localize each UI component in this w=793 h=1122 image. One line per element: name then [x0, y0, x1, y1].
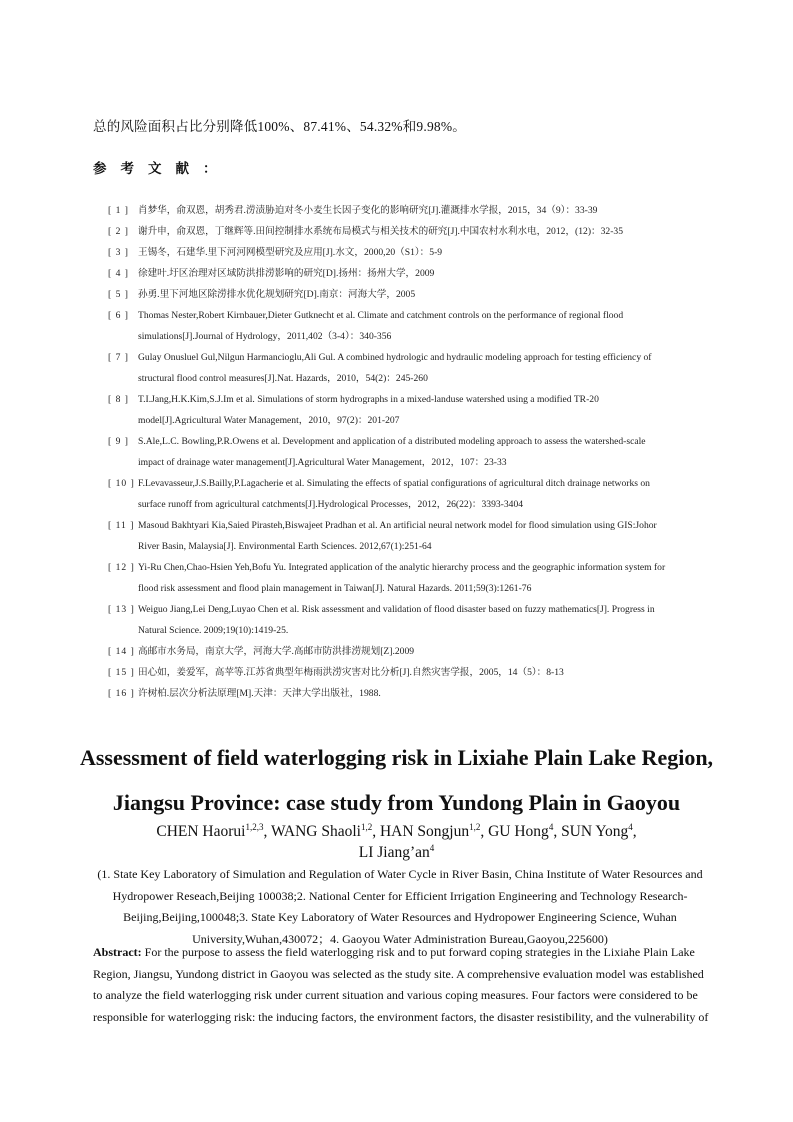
author-separator: , [553, 823, 562, 840]
reference-number: [ 14 ] [108, 646, 135, 657]
abstract-text: For the purpose to assess the field waterlogging risk and to put forward coping strategies in the Lixiahe Plain Lake [141, 945, 695, 959]
reference-text: 高邮市水务局，南京大学，河海大学.高邮市防洪排涝规划[Z].2009 [138, 646, 415, 657]
reference-text: Weiguo Jiang,Lei Deng,Luyao Chen et al. Risk assessment and validation of flood disaster based on fuzzy mathematics[J]. Progress in [138, 604, 655, 615]
abstract-text: Region, Jiangsu, Yundong district in Gaoyou was selected as the study site. A comprehensive evaluation model was established [93, 966, 704, 981]
reference-item [108, 431, 708, 473]
reference-item [108, 473, 708, 515]
abstract-text: responsible for waterlogging risk: the inducing factors, the environment factors, the disaster resistibility, and the vulnerability of [93, 1009, 709, 1024]
author-separator: , [632, 823, 637, 840]
reference-text: River Basin, Malaysia[J]. Environmental Earth Sciences. 2012,67(1):251-64 [138, 541, 432, 552]
reference-item [108, 221, 708, 242]
reference-number: [ 5 ] [108, 289, 129, 300]
abstract-line [93, 942, 713, 964]
reference-text: 许树柏.层次分析法原理[M].天津：天津大学出版社，1988. [138, 688, 381, 699]
reference-text: 谢升申，俞双恩，丁继辉等.田间控制排水系统布局模式与相关技术的研究[J].中国农村水利水电，2012，(12)：32-35 [138, 226, 624, 237]
reference-number: [ 4 ] [108, 268, 129, 279]
abstract-label: Abstract: [93, 945, 142, 959]
reference-item [108, 599, 708, 641]
reference-text: 孙勇.里下河地区除涝排水优化规划研究[D].南京：河海大学，2005 [138, 289, 416, 300]
reference-item [108, 683, 708, 704]
abstract-line [93, 964, 713, 986]
reference-item [108, 557, 708, 599]
reference-text: simulations[J].Journal of Hydrology，2011,402（3-4）：340-356 [138, 331, 392, 342]
reference-text: impact of drainage water management[J].Agricultural Water Management，2012，107：23-33 [138, 457, 507, 468]
reference-item [108, 347, 708, 389]
reference-item [108, 662, 708, 683]
reference-item [108, 263, 708, 284]
reference-item [108, 389, 708, 431]
reference-number: [ 12 ] [108, 562, 135, 573]
author-separator: , [372, 823, 380, 840]
author-affiliation-mark: 4 [628, 821, 633, 832]
author-affiliation-mark: 1,2 [360, 821, 373, 832]
author-affiliation-mark: 4 [429, 842, 435, 853]
abstract [93, 942, 713, 1028]
reference-number: [ 10 ] [108, 478, 135, 489]
reference-item [108, 305, 708, 347]
author-name: WANG Shaoli [270, 823, 361, 840]
affiliation-line: Beijing,Beijing,100048;3. State Key Laboratory of Water Resources and Hydropower Engineering Science, Wuhan [123, 910, 677, 924]
abstract-text: to analyze the field waterlogging risk under current situation and various coping measures. Four factors were considered to be [93, 988, 698, 1002]
author-affiliation-mark: 1,2,3 [245, 821, 264, 832]
abstract-line [93, 985, 713, 1007]
affiliation-line: University,Wuhan,430072；4. Gaoyou Water Administration Bureau,Gaoyou,225600) [192, 931, 608, 946]
reference-item [108, 641, 708, 662]
reference-text: 田心如，姜爱军，高苹等.江苏省典型年梅雨洪涝灾害对比分析[J].自然灾害学报，2005，14（5）：8-13 [138, 667, 564, 678]
author-separator: , [480, 823, 489, 840]
abstract-line [93, 1007, 713, 1029]
reference-text: Thomas Nester,Robert Kirnbauer,Dieter Gutknecht et al. Climate and catchment controls on the performance of regional flood [138, 310, 624, 321]
reference-number: [ 3 ] [108, 247, 129, 258]
author-affiliation-mark: 1,2 [469, 821, 481, 832]
author-name: GU Hong [488, 823, 549, 840]
author-name: CHEN Haorui [156, 823, 246, 840]
reference-text: 徐建叶.圩区治理对区域防洪排涝影响的研究[D].扬州：扬州大学，2009 [138, 268, 435, 279]
reference-text: T.I.Jang,H.K.Kim,S.J.Im et al. Simulations of storm hydrographs in a mixed-landuse watershed using a modified TR-20 [138, 394, 599, 405]
reference-number: [ 1 ] [108, 205, 129, 216]
author-separator: , [263, 823, 271, 840]
affiliation-line: (1. State Key Laboratory of Simulation and Regulation of Water Cycle in River Basin, China Institute of Water Resources and [97, 867, 703, 881]
english-title-line-1: Assessment of field waterlogging risk in Lixiahe Plain Lake Region, [79, 745, 714, 770]
reference-text: F.Levavasseur,J.S.Bailly,P.Lagacherie et al. Simulating the effects of spatial configurations of agricultural ditch drainage networks on [138, 478, 650, 489]
reference-item [108, 515, 708, 557]
reference-text: model[J].Agricultural Water Management，2010，97(2)：201-207 [138, 415, 400, 426]
reference-number: [ 6 ] [108, 310, 129, 321]
author-name: LI Jiang’an [358, 844, 430, 861]
author-name: SUN Yong [561, 823, 629, 840]
author-name: HAN Songjun [379, 823, 470, 840]
reference-item [108, 242, 708, 263]
reference-number: [ 9 ] [108, 436, 129, 447]
reference-list [108, 200, 708, 704]
reference-text: Yi-Ru Chen,Chao-Hsien Yeh,Bofu Yu. Integrated application of the analytic hierarchy process and the geographic information system for [138, 562, 666, 573]
reference-text: S.Ale,L.C. Bowling,P.R.Owens et al. Development and application of a distributed modeling approach to assess the watershed-scale [138, 436, 646, 447]
reference-number: [ 8 ] [108, 394, 129, 405]
reference-text: 王锡冬，石建华.里下河河网模型研究及应用[J].水文，2000,20（S1）：5-9 [138, 247, 443, 258]
reference-text: Natural Science. 2009;19(10):1419-25. [138, 625, 289, 636]
reference-number: [ 11 ] [108, 520, 135, 531]
reference-number: [ 13 ] [108, 604, 135, 615]
author-list [60, 821, 733, 863]
english-title-line-2: Jiangsu Province: case study from Yundong Plain in Gaoyou [112, 790, 681, 815]
reference-number: [ 15 ] [108, 667, 135, 678]
reference-text: Gulay Onusluel Gul,Nilgun Harmancioglu,Ali Gul. A combined hydrologic and hydraulic modeling approach for testing efficiency of [138, 352, 652, 363]
reference-item [108, 200, 708, 221]
reference-number: [ 7 ] [108, 352, 129, 363]
reference-text: structural flood control measures[J].Nat. Hazards，2010，54(2)：245-260 [138, 373, 428, 384]
intro-paragraph: 总的风险面积占比分别降低100%、87.41%、54.32%和9.98%。 [93, 119, 467, 134]
reference-text: 肖梦华，俞双恩，胡秀君.涝渍胁迫对冬小麦生长因子变化的影响研究[J].灌溉排水学报，2015，34（9）：33-39 [138, 205, 598, 216]
reference-item [108, 284, 708, 305]
affiliations [90, 864, 710, 950]
author-affiliation-mark: 4 [548, 821, 554, 832]
reference-number: [ 2 ] [108, 226, 129, 237]
reference-text: Masoud Bakhtyari Kia,Saied Pirasteh,Biswajeet Pradhan et al. An artificial neural network model for flood simulation using GIS:Johor [138, 520, 657, 531]
affiliation-line: Hydropower Reseach,Beijing 100038;2. National Center for Efficient Irrigation Engineering and Technology Research- [112, 888, 688, 903]
reference-number: [ 16 ] [108, 688, 135, 699]
reference-text: flood risk assessment and flood plain management in Taiwan[J]. Natural Hazards. 2011;59(3):1261-76 [138, 583, 532, 594]
references-heading: 参考文献： [93, 161, 231, 177]
reference-text: surface runoff from agricultural catchments[J].Hydrological Processes，2012，26(22)：3393-3404 [138, 499, 524, 510]
